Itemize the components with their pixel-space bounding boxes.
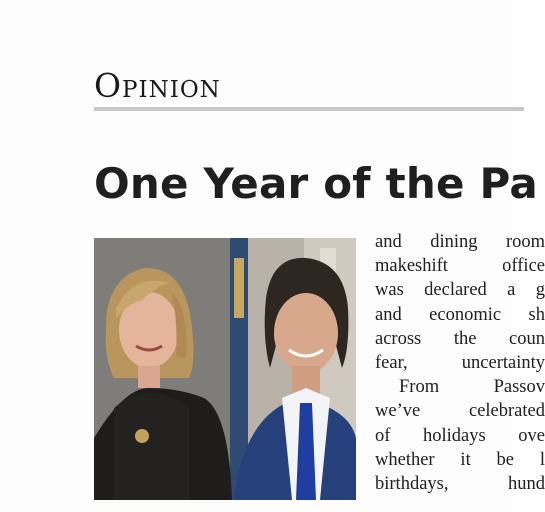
body-line: From Passov — [399, 377, 545, 398]
section-title: Opinion — [94, 66, 221, 105]
body-line: and economic sh — [375, 304, 545, 325]
body-line: we’ve celebrated — [375, 401, 545, 422]
article-headline: One Year of the Pa — [94, 159, 538, 208]
body-line: fear, uncertainty — [375, 353, 545, 374]
body-line: birthdays, hund — [375, 474, 545, 495]
body-line: whether it be l — [375, 449, 545, 470]
article-body — [375, 230, 545, 496]
author-photos — [94, 238, 356, 500]
section-divider — [94, 107, 524, 111]
body-line: across the coun — [375, 328, 545, 349]
body-line: of holidays ove — [375, 425, 545, 446]
body-line: makeshift office — [375, 256, 545, 277]
body-line: was declared a g — [375, 280, 545, 301]
body-line: and dining room — [375, 232, 545, 252]
